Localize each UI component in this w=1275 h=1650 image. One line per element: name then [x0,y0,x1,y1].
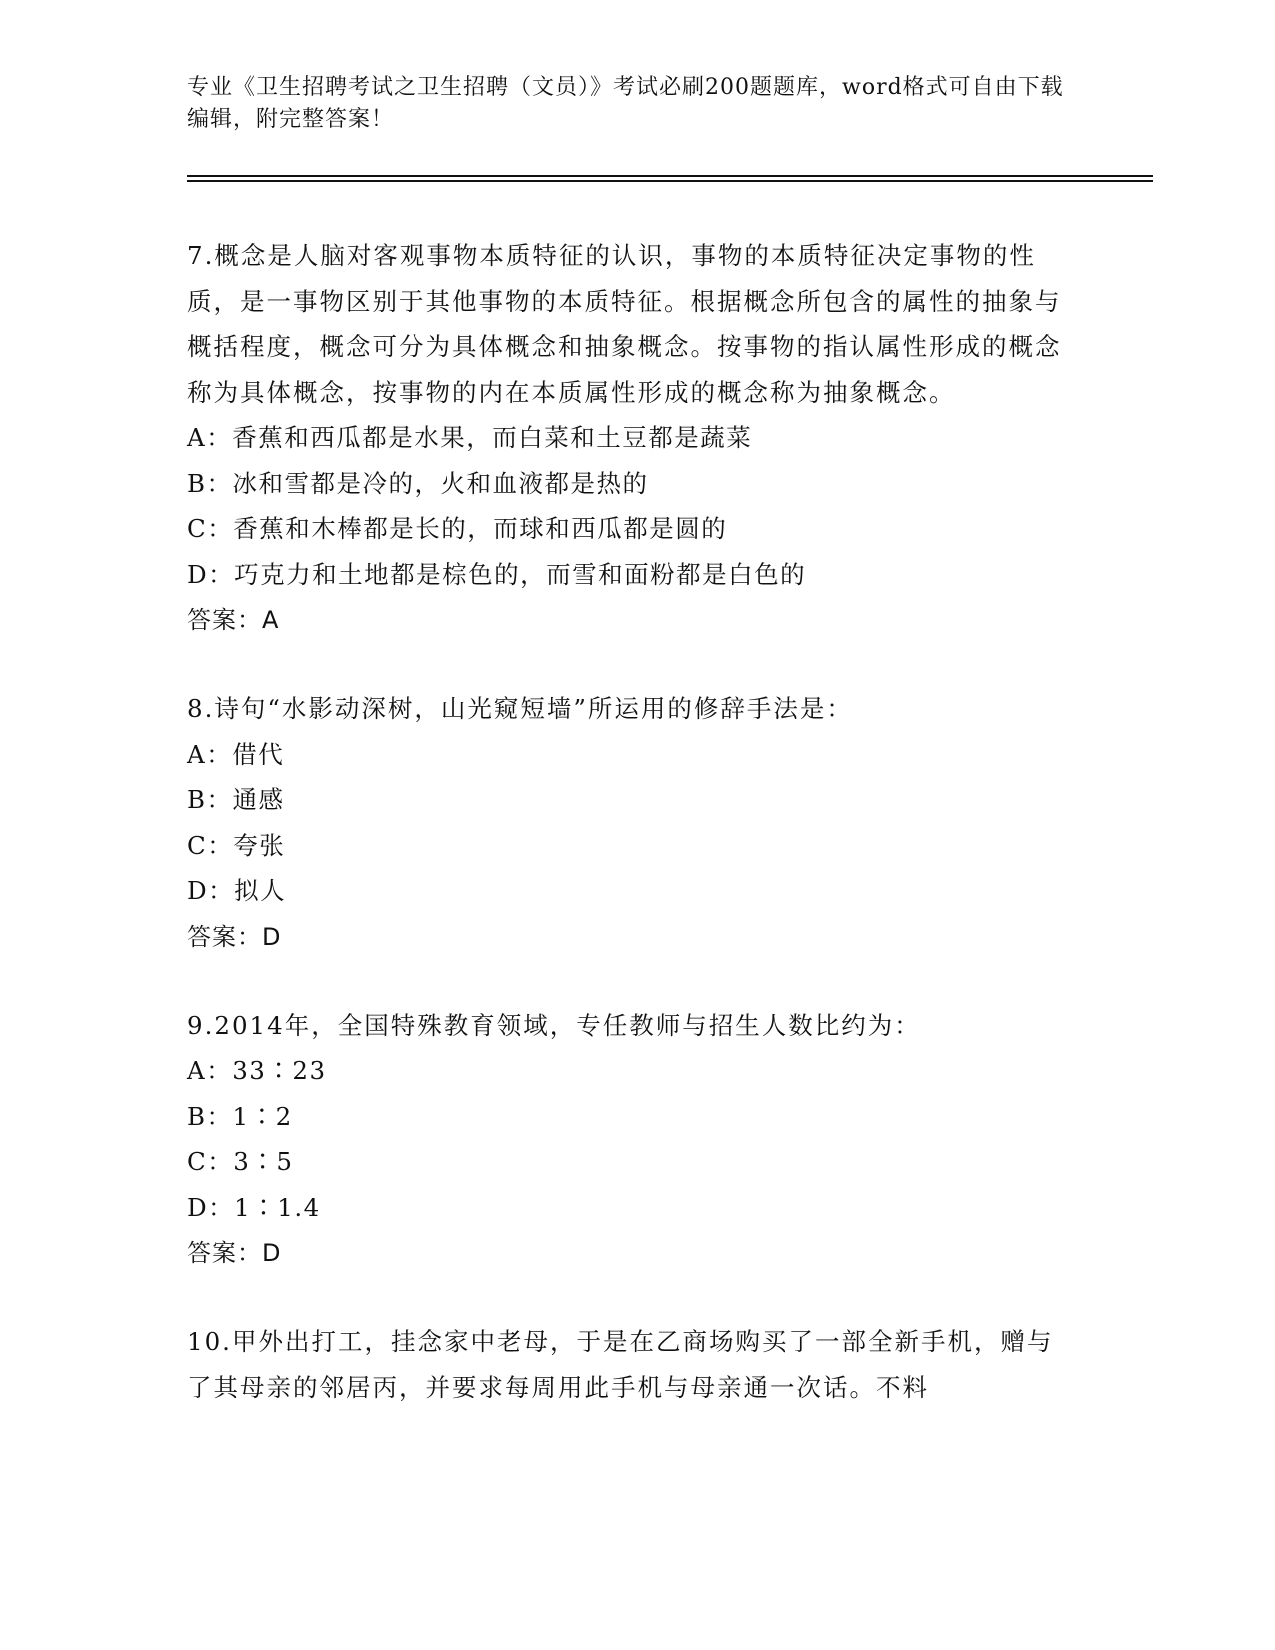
question-10 [187,1319,1067,1410]
option-b: B：通感 [187,785,285,814]
question-stem: 10.甲外出打工，挂念家中老母，于是在乙商场购买了一部全新手机，赠与了其母亲的邻居丙，并要求每周用此手机与母亲通一次话。不料 [187,1327,1054,1402]
header-rule-top [187,175,1153,177]
answer-line: 答案：D [187,922,282,951]
option-c: C：香蕉和木棒都是长的，而球和西瓜都是圆的 [187,514,728,543]
option-a: A：借代 [187,739,285,769]
question-7 [187,233,1067,643]
document-header: 专业《卫生招聘考试之卫生招聘（文员）》考试必刷200题题库，word格式可自由下载编辑，附完整答案！ [187,75,1064,132]
option-c: C：夸张 [187,830,286,860]
option-b: B：冰和雪都是冷的，火和血液都是热的 [187,468,649,498]
option-a: A：33∶23 [187,1056,327,1085]
question-8 [187,686,1067,960]
option-d: D：1∶1.4 [187,1192,321,1222]
question-stem: 8.诗句“水影动深树，山光窥短墙”所运用的修辞手法是： [187,694,853,723]
option-d: D：巧克力和土地都是棕色的，而雪和面粉都是白色的 [187,559,807,589]
option-d: D：拟人 [187,876,287,905]
answer-line: 答案：D [187,1239,282,1267]
answer-line: 答案：A [187,606,280,634]
question-list [187,233,1067,1410]
question-9 [187,1003,1067,1277]
question-stem: 9.2014年，全国特殊教育领域，专任教师与招生人数比约为： [187,1010,921,1040]
option-b: B：1∶2 [187,1101,293,1131]
question-stem: 7.概念是人脑对客观事物本质特征的认识，事物的本质特征决定事物的性质，是一事物区别于其他事物的本质特征。根据概念所包含的属性的抽象与概括程度，概念可分为具体概念和抽象概念。按事物的指认属性形成的概念称为具体概念，按事物的内在本质属性形成的概念称为抽象概念。 [187,241,1062,407]
option-c: C：3∶5 [187,1147,294,1176]
header-rule-bottom [187,180,1153,182]
option-a: A：香蕉和西瓜都是水果，而白菜和土豆都是蔬菜 [187,423,753,452]
